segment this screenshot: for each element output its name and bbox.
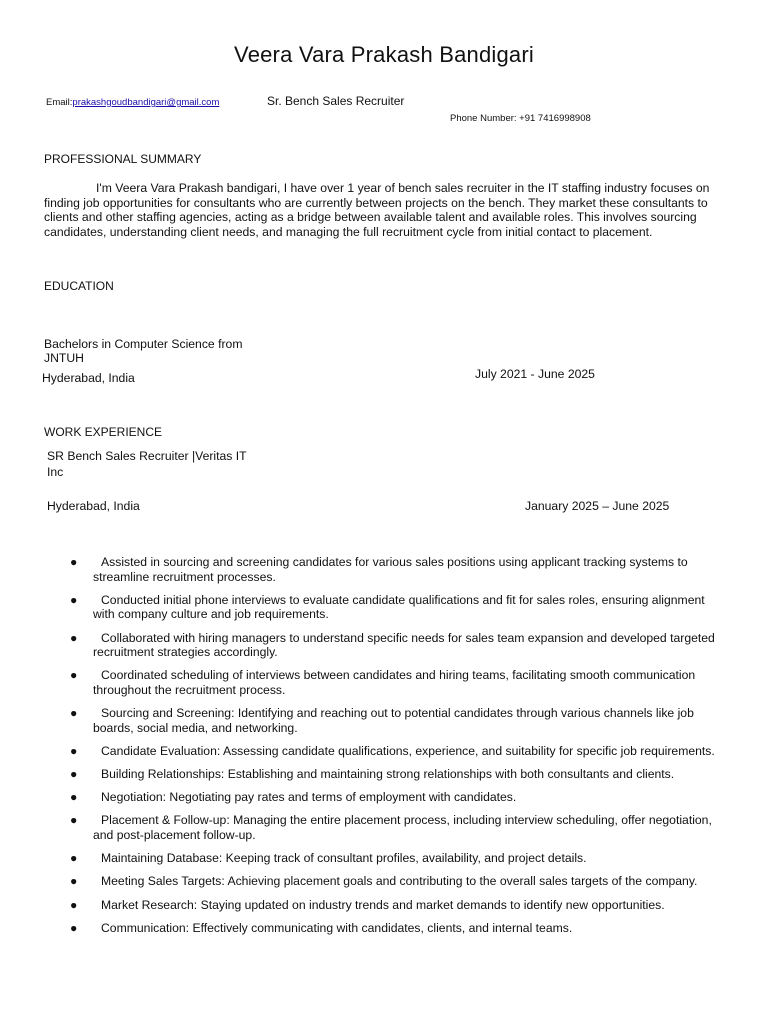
bullet-icon: ●: [70, 668, 78, 683]
list-item: [70, 790, 720, 805]
education-heading: EDUCATION: [44, 279, 114, 293]
degree-line-2: JNTUH: [44, 351, 84, 365]
bullet-icon: ●: [70, 592, 78, 607]
candidate-name: Veera Vara Prakash Bandigari: [234, 42, 534, 67]
job-role: Sr. Bench Sales Recruiter: [267, 94, 405, 108]
summary-heading: PROFESSIONAL SUMMARY: [44, 152, 202, 166]
bullet-icon: ●: [70, 630, 78, 645]
bullet-icon: ●: [70, 790, 78, 805]
summary-paragraph: I'm Veera Vara Prakash bandigari, I have over 1 year of bench sales recruiter in the IT staffing industry focuses on finding job opportunities for consultants who are currently between projects on the bench. They market these consultants to clients and other staffing agencies, acting as a bridge between available talent and available roles. This involves sourcing candidates, understanding client needs, and managing the full recruitment cycle from initial contact to placement.: [44, 181, 710, 239]
list-item: [70, 631, 720, 660]
education-dates: July 2021 - June 2025: [475, 367, 595, 381]
list-item: [70, 921, 720, 936]
phone-number: Phone Number: +91 7416998908: [450, 113, 591, 124]
bullet-icon: ●: [70, 920, 78, 935]
bullet-icon: ●: [70, 743, 78, 758]
list-item: [70, 706, 720, 735]
bullet-icon: ●: [70, 555, 78, 569]
list-item: [70, 874, 720, 889]
list-item-text: Market Research: Staying updated on industry trends and market demands to identify new opportunities.: [101, 897, 665, 912]
list-item: [70, 555, 720, 584]
list-item: [70, 851, 720, 866]
email-line: [46, 97, 219, 108]
bullet-icon: ●: [70, 851, 78, 866]
bullet-icon: ●: [70, 897, 78, 912]
list-item-text: Coordinated scheduling of interviews between candidates and hiring teams, facilitating smooth communication throughout the recruitment process.: [93, 668, 696, 697]
list-item-text: Placement & Follow-up: Managing the entire placement process, including interview scheduling, offer negotiation, and post-placement follow-up.: [93, 813, 712, 843]
email-label: Email:: [46, 97, 73, 108]
bullet-icon: ●: [70, 706, 78, 721]
experience-heading: WORK EXPERIENCE: [44, 425, 163, 439]
email-link[interactable]: prakashgoudbandigari@gmail.com: [72, 97, 220, 108]
list-item-text: Maintaining Database: Keeping track of consultant profiles, availability, and project details.: [101, 851, 587, 866]
job-dates: January 2025 – June 2025: [525, 499, 670, 513]
bullet-icon: ●: [70, 767, 78, 782]
list-item: [70, 767, 720, 782]
list-item: [70, 898, 720, 913]
list-item-text: Conducted initial phone interviews to evaluate candidate qualifications and fit for sales roles, ensuring alignment with company culture and job requirements.: [93, 592, 705, 622]
list-item-text: Candidate Evaluation: Assessing candidate qualifications, experience, and suitability for specific job requirements.: [101, 743, 715, 758]
list-item-text: Meeting Sales Targets: Achieving placement goals and contributing to the overall sales targets of the company.: [101, 874, 698, 889]
list-item-text: Assisted in sourcing and screening candidates for various sales positions using applicant tracking systems to streamline recruitment processes.: [93, 555, 688, 584]
list-item-text: Sourcing and Screening: Identifying and reaching out to potential candidates through various channels like job boards, social media, and networking.: [93, 706, 694, 735]
job-title-line-1: SR Bench Sales Recruiter |Veritas IT: [47, 449, 247, 463]
responsibility-list: [70, 555, 720, 944]
list-item-text: Negotiation: Negotiating pay rates and terms of employment with candidates.: [101, 790, 517, 805]
list-item: [70, 593, 720, 622]
job-location: Hyderabad, India: [47, 499, 140, 513]
bullet-icon: ●: [70, 874, 78, 889]
bullet-icon: ●: [70, 813, 78, 828]
list-item: [70, 813, 720, 842]
degree-line-1: Bachelors in Computer Science from: [44, 337, 243, 351]
list-item-text: Communication: Effectively communicating with candidates, clients, and internal teams.: [101, 920, 573, 935]
job-title-line-2: Inc: [47, 465, 64, 479]
list-item: [70, 668, 720, 697]
list-item: [70, 744, 720, 759]
list-item-text: Building Relationships: Establishing and maintaining strong relationships with both consultants and clients.: [101, 767, 675, 782]
summary-text: [44, 181, 724, 239]
list-item-text: Collaborated with hiring managers to understand specific needs for sales team expansion and developed targeted recruitment strategies accordingly.: [93, 630, 715, 660]
education-location: Hyderabad, India: [42, 371, 135, 385]
